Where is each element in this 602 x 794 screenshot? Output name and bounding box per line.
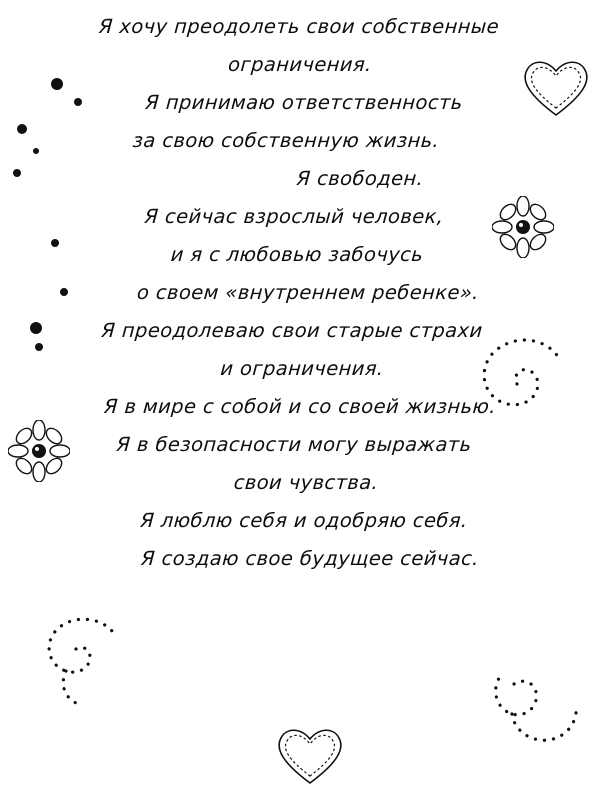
affirmation-line: Я преодолеваю свои старые страхи [100, 319, 484, 342]
affirmation-line: Я создаю свое будущее сейчас. [140, 547, 480, 570]
affirmation-line: и я с любовью забочусь [169, 243, 425, 266]
affirmation-line: Я свободен. [295, 167, 425, 190]
affirmation-line: о своем «внутреннем ребенке». [136, 281, 480, 304]
spiral-icon [470, 648, 585, 763]
heart-icon [273, 723, 347, 787]
affirmation-line: ограничения. [227, 53, 373, 76]
affirmation-line: Я в мире с собой и со своей жизнью. [103, 395, 497, 418]
affirmation-line: Я принимаю ответственность [144, 91, 464, 114]
affirmation-line: за свою собственную жизнь. [131, 129, 441, 152]
spiral-icon [20, 605, 130, 715]
affirmation-line: свои чувства. [232, 471, 380, 494]
affirmation-line: и ограничения. [219, 357, 385, 380]
affirmation-line: Я хочу преодолеть свои собственные [98, 15, 500, 38]
affirmation-line: Я люблю себя и одобряю себя. [139, 509, 469, 532]
affirmation-line: Я сейчас взрослый человек, [143, 205, 445, 228]
affirmation-line: Я в безопасности могу выражать [115, 433, 473, 456]
